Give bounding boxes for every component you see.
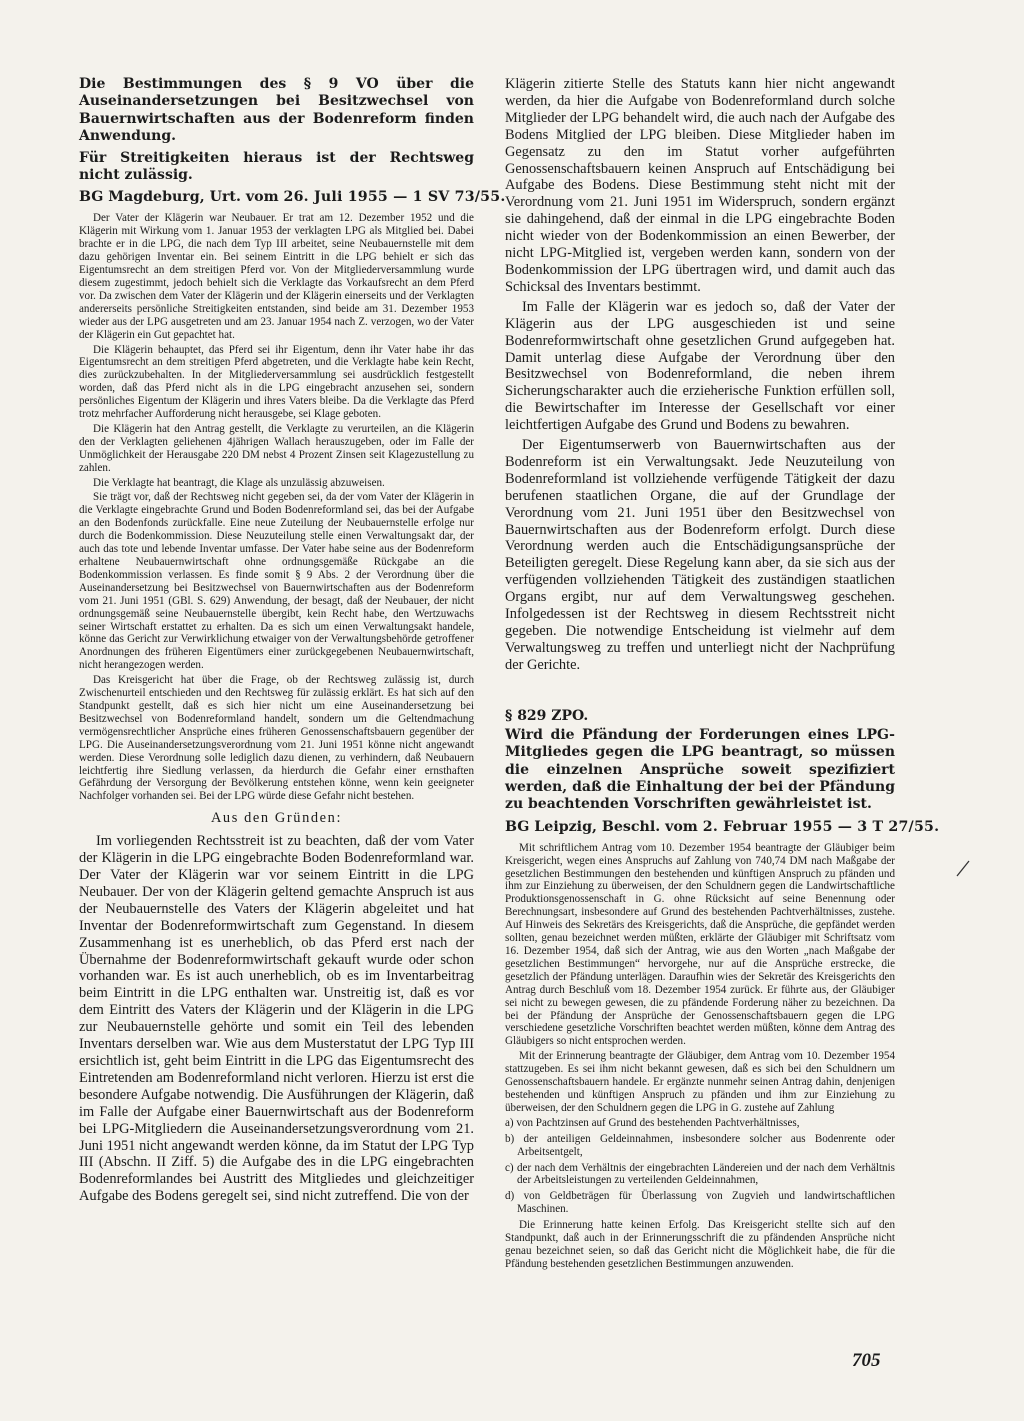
reasons-heading: Aus den Gründen: xyxy=(210,810,343,827)
claim-list-item: b) der anteiligen Geldeinnahmen, insbesondere solcher aus Bodenrente oder Arbeitsentgelt, xyxy=(505,1132,895,1158)
left-column xyxy=(79,76,506,1208)
continuation-paragraph: Der Eigentumserwerb von Bauernwirtschaften aus der Bodenreform ist ein Verwaltungsakt. Jede Neuzuteilung von Bodenreformland ist vollziehende verfügende Tätigkeit der dazu berufenen staatlichen Organe, die auf der Grundlage der Verordnung vom 21. Juni 1951 über den Besitzwechsel von Bauernwirtschaften aus der Bodenreform erfolgt. Durch diese Verordnung werden auch die Entschädigungsansprüche der Beteiligten geregelt. Diese Regelung kann aber, da sie sich aus der verfügenden vollziehenden Tätigkeit des zuständigen staatlichen Organs ergibt, nur auf dem Verwaltungsweg geschehen. Infolgedessen ist der Rechtsweg in diesem Rechtsstreit nicht gegeben. Die notwendige Entscheidung ist vielmehr auf dem Verwaltungsweg zu treffen und unterliegt nicht der Nachprüfung der Gerichte. xyxy=(505,437,895,673)
reasons-paragraph: Im vorliegenden Rechtsstreit ist zu beachten, daß der vom Vater der Klägerin in die LPG eingebrachte Boden Bodenreformland war. Der Vater der Klägerin war vor seinem Eintritt in die LPG Neubauer. Der von der Klägerin geltend gemachte Anspruch ist aus der Neubauernstelle des Vaters der Klägerin abgeleitet und hat Inventar der Bodenreformwirtschaft zum Gegenstand. In diesem Zusammenhang ist es unerheblich, ob das Pferd erst nach der Übernahme der Bodenreformwirtschaft gekauft wurde oder schon vorhanden war. Es ist auch unerheblich, ob es im Inventarbeitrag beim Eintritt in die LPG enthalten war. Unstreitig ist, daß es vor dem Eintritt des Vaters der Klägerin und der Klägerin in die LPG zur Neubauernstelle gehörte und somit ein Teil des lebenden Inventars derselben war. Wie aus dem Musterstatut der LPG Typ III ersichtlich ist, geht beim Eintritt in die LPG das Eigentumsrecht des Eintretenden am Bodenreformland nicht verloren. Hierzu ist erst die besondere Aufgabe notwendig. Die Ausführungen der Klägerin, daß im Falle der Aufgabe einer Bauernwirtschaft aus der Bodenreform bei LPG-Mitgliedern die Auseinandersetzungsverordnung vom 21. Juni 1951 nicht angewandt werden könne, da im Statut der LPG Typ III (Abschn. II Ziff. 5) die Aufgabe des in die LPG eingebrachten Bodenreformlandes bei Austritt des Mitgliedes und gleichzeitiger Aufgabe des Bodens geregelt sei, sind nicht zutreffend. Die von der xyxy=(79,833,474,1205)
facts-paragraph: Das Kreisgericht hat über die Frage, ob der Rechtsweg zulässig ist, durch Zwischenurteil entschieden und den Rechtsweg für zulässig erklärt. Es hat sich auf den Standpunkt gestellt, daß es sich hier nicht um eine Auseinandersetzung bei Besitzwechsel von Bodenreformland handelt, sondern um die Geltendmachung vermögensrechtlicher Ansprüche eines früheren Genossenschaftsbauern gegenüber der LPG. Die Auseinandersetzungsverordnung vom 21. Juni 1951 könne nicht angewandt werden. Diese Verordnung solle lediglich dazu dienen, zu verhindern, daß Neubauern leichtfertig ihre Siedlung verlassen, da hierdurch die Gefahr einer ernsthaften Gefährdung der Versorgung der Bevölkerung entstehen könne, wenn kein geeigneter Nachfolger vorhanden sei. Bei der LPG würde diese Gefahr nicht bestehen. xyxy=(79,674,474,803)
page-number: 705 xyxy=(852,1350,881,1371)
citation-court-2: BG Leipzig, Beschl. vom xyxy=(505,818,703,835)
headnote-3: Wird die Pfändung der Forderungen eines LPG-Mitgliedes gegen die LPG beantragt, so müssen die einzelnen Ansprüche soweit spezifiziert werden, daß die Einhaltung der bei der Pfändung zu beachtenden Vorschriften gewährleistet ist. xyxy=(505,726,895,813)
facts-paragraph: Die Verklagte hat beantragt, die Klage als unzulässig abzuweisen. xyxy=(93,476,385,489)
section-label: § 829 ZPO. xyxy=(505,707,589,724)
right-column xyxy=(505,76,940,1273)
claim-list-item: d) von Geldbeträgen für Überlassung von Zugvieh und landwirtschaftlichen Maschinen. xyxy=(505,1190,895,1216)
headnote-2: Für Streitigkeiten hieraus ist der Rechtsweg nicht zulässig. xyxy=(79,149,474,184)
headnote-1: Die Bestimmungen des § 9 VO über die Auseinandersetzungen bei Besitzwechsel von Bauernwirtschaften aus der Bodenreform finden Anwendung. xyxy=(79,76,474,145)
claim-list-item: c) der nach dem Verhältnis der eingebrachten Ländereien und der nach dem Verhältnis der Arbeitsleistungen zu verteilenden Geldeinnahmen, xyxy=(505,1161,895,1187)
closing-paragraph: Die Erinnerung hatte keinen Erfolg. Das Kreisgericht stellte sich auf den Standpunkt, daß auch in der Erinnerungsschrift die zu pfändenden Ansprüche nicht genau bezeichnet seien, so daß das Gericht nicht die Möglichkeit habe, die für die Pfändung bestehenden gesetzlichen Bestimmungen anzuwenden. xyxy=(505,1219,895,1270)
claim-list-item: a) von Pachtzinsen auf Grund des bestehenden Pachtverhältnisses, xyxy=(505,1116,800,1129)
facts-paragraph: Der Vater der Klägerin war Neubauer. Er trat am 12. Dezember 1952 und die Klägerin mit Wirkung vom 1. Januar 1953 der verklagten LPG als Mitglied bei. Dabei brachte er in die LPG, die nach dem Typ III arbeitet, seine Neubauernstelle mit dem dazu gehörigen Inventar ein. Bei seinem Eintritt in die LPG behielt er sich das Eigentumsrecht an dem streitigen Pferd vor. Von der Mitgliederversammlung wurde diesem zugestimmt, jedoch behielt sich die Verklagte das Vorkaufsrecht an dem Pferd vor. Da zwischen dem Vater der Klägerin und der Klägerin einerseits und der Verklagten andererseits persönliche Streitigkeiten entstanden, sind beide am 31. Dezember 1953 wieder aus der LPG ausgetreten und am 23. Januar 1954 nach Z. verzogen, wo der Vater der Klägerin ein Gut gepachtet hat. xyxy=(79,212,474,341)
citation-court: BG Magdeburg, Urt. vom xyxy=(79,189,284,206)
facts-paragraph: Die Klägerin hat den Antrag gestellt, die Verklagte zu verurteilen, an die Klägerin den der Verklagten geliehenen 4jährigen Wallach herauszugeben, oder im Falle der Unmöglichkeit der Herausgabe 220 DM nebst 4 Prozent Zinsen seit Klagezustellung zu zahlen. xyxy=(79,422,474,474)
citation-date-2: 2. Februar 1955 — 3 T 27/55. xyxy=(702,818,940,835)
citation-date: 26. Juli 1955 — 1 SV 73/55. xyxy=(283,189,506,206)
facts-paragraph: Die Klägerin behauptet, das Pferd sei ihr Eigentum, denn ihr Vater habe ihr das Eigentumsrecht an dem streitigen Pferd abgetreten, und die Verklagte habe kein Recht, dies zurückzubehalten. In der Mitgliederversammlung sei ausdrücklich festgestellt worden, daß das Pferd nicht als in die LPG eingebracht anzusehen sei, sondern persönliches Eigentum der Klägerin und ihres Vaters bleibe. Da die Verklagte das Pferd trotz mehrfacher Aufforderung nicht herausgebe, sei Klage geboten. xyxy=(79,343,474,421)
continuation-paragraph: Im Falle der Klägerin war es jedoch so, daß der Vater der Klägerin aus der LPG ausgeschieden ist und seine Bodenreformwirtschaft ohne gesetzlichen Grund aufgegeben hat. Damit unterlag diese Aufgabe der Verordnung über den Besitzwechsel von Bodenreformland, die neben ihrem Sicherungscharakter auch die erzieherische Funktion erfüllen soll, die Bewirtschafter im Interesse der Gesellschaft vor einer leichtfertigen Aufgabe des Grund und Bodens zu bewahren. xyxy=(505,298,895,434)
facts-paragraph: Mit der Erinnerung beantragte der Gläubiger, dem Antrag vom 10. Dezember 1954 stattzugeben. Es sei ihm nicht bekannt gewesen, daß es sich bei den Schuldnern um Genossenschaftsbauern handele. Er ergänzte nunmehr seinen Antrag dahin, denjenigen bestehenden und künftigen Anspruch zu pfänden und ihm zur Einziehung zu überweisen, der den Schuldnern gegen die LPG in G. zustehe auf Zahlung xyxy=(505,1050,895,1114)
continuation-paragraph: Klägerin zitierte Stelle des Statuts kann hier nicht angewandt werden, da hier die Aufgabe von Bodenreformland durch solche Mitglieder der LPG behandelt wird, die auch nach der Aufgabe des Bodens Mitglied der LPG bleiben. Diese Mitglieder haben im Gegensatz zu den im Statut vorher aufgeführten Genossenschaftsbauern keinen Anspruch auf Entschädigung bei Aufgabe des Bodens. Diese Bestimmung steht nicht mit der Verordnung vom 21. Juni 1951 im Widerspruch, sondern ergänzt sie dahingehend, daß der einmal in die LPG eingebrachte Boden nicht wieder von der Bodenkommission an einen Bewerber, der nicht LPG-Mitglied ist, vergeben werden kann, sondern von der Bodenkommission der LPG übertragen wird, und damit auch das Schicksal des Inventars bestimmt. xyxy=(505,76,895,295)
facts-paragraph: Sie trägt vor, daß der Rechtsweg nicht gegeben sei, da der vom Vater der Klägerin in die Verklagte eingebrachte Grund und Boden Bodenreformland sei, das bei der Aufgabe an den Bodenfonds zurückfalle. Eine neue Zuteilung der Neubauernstelle erfolge nur durch die Bodenkommission. Diese Neuzuteilung stelle einen Verwaltungsakt dar, der auch das tote und lebende Inventar umfasse. Der Vater habe seine aus der Bodenreform erhaltene Neubauernwirtschaft ohne ordnungsgemäße Rückgabe an die Bodenkommission verlassen. Es finde somit § 9 Abs. 2 der Verordnung über die Auseinandersetzung bei Besitzwechsel von Bauernwirtschaften aus der Bodenreform vom 21. Juni 1951 (GBl. S. 629) Anwendung, der besagt, daß der Neubauer, der nicht ordnungsgemäß seine Neubauernstelle übergibt, kein Recht habe, den Wertzuwachs seiner Wirtschaft erstattet zu erhalten. Da es sich um einen Verwaltungsakt handele, könne das Gericht zur Verwirklichung etwaiger von der Verwaltungsbehörde getroffener Anordnungen des früheren Eigentümers einer zurückgegebenen Neubauernwirtschaft, nicht herangezogen werden. xyxy=(79,491,474,672)
pen-stroke-mark xyxy=(955,858,971,878)
case-citation xyxy=(79,188,506,206)
case-citation-2 xyxy=(505,818,940,836)
facts-paragraph: Mit schriftlichem Antrag vom 10. Dezember 1954 beantragte der Gläubiger beim Kreisgericht, wegen eines Anspruchs auf Zahlung von 740,74 DM nach Maßgabe der gesetzlichen Bestimmungen den bestehenden und künftigen Anspruch zu pfänden und ihm zur Einziehung zu überweisen, der den Schuldnern gegen die Landwirtschaftliche Produktionsgenossenschaft in G. ohne Rücksicht auf seine Benennung oder Berechnungsart, insbesondere auf Grund des bestehenden Pachtverhältnisses, zustehe. Auf Hinweis des Sekretärs des Kreisgerichts, daß die Ansprüche, die gepfändet werden sollten, genau bezeichnet werden müßten, erklärte der Gläubiger mit Schriftsatz vom 16. Dezember 1954, daß sich der Antrag, wie aus den Worten „nach Maßgabe der gesetzlichen Bestimmungen“ hervorgehe, nur auf die Ansprüche erstrecke, die gesetzlich der Pfändung unterlägen. Daraufhin wies der Sekretär des Kreisgerichts den Antrag durch Beschluß vom 18. Dezember 1954 zurück. Er führte aus, der Gläubiger sei nicht zu bewegen gewesen, die zu pfändende Forderung näher zu bezeichnen. Da bei der Pfändung der Ansprüche der Genossenschaftsbauern gegen die LPG verschiedene gesetzliche Vorschriften beachtet werden müßten, könne dem Antrag des Gläubigers so nicht entsprochen werden. xyxy=(505,841,895,1048)
